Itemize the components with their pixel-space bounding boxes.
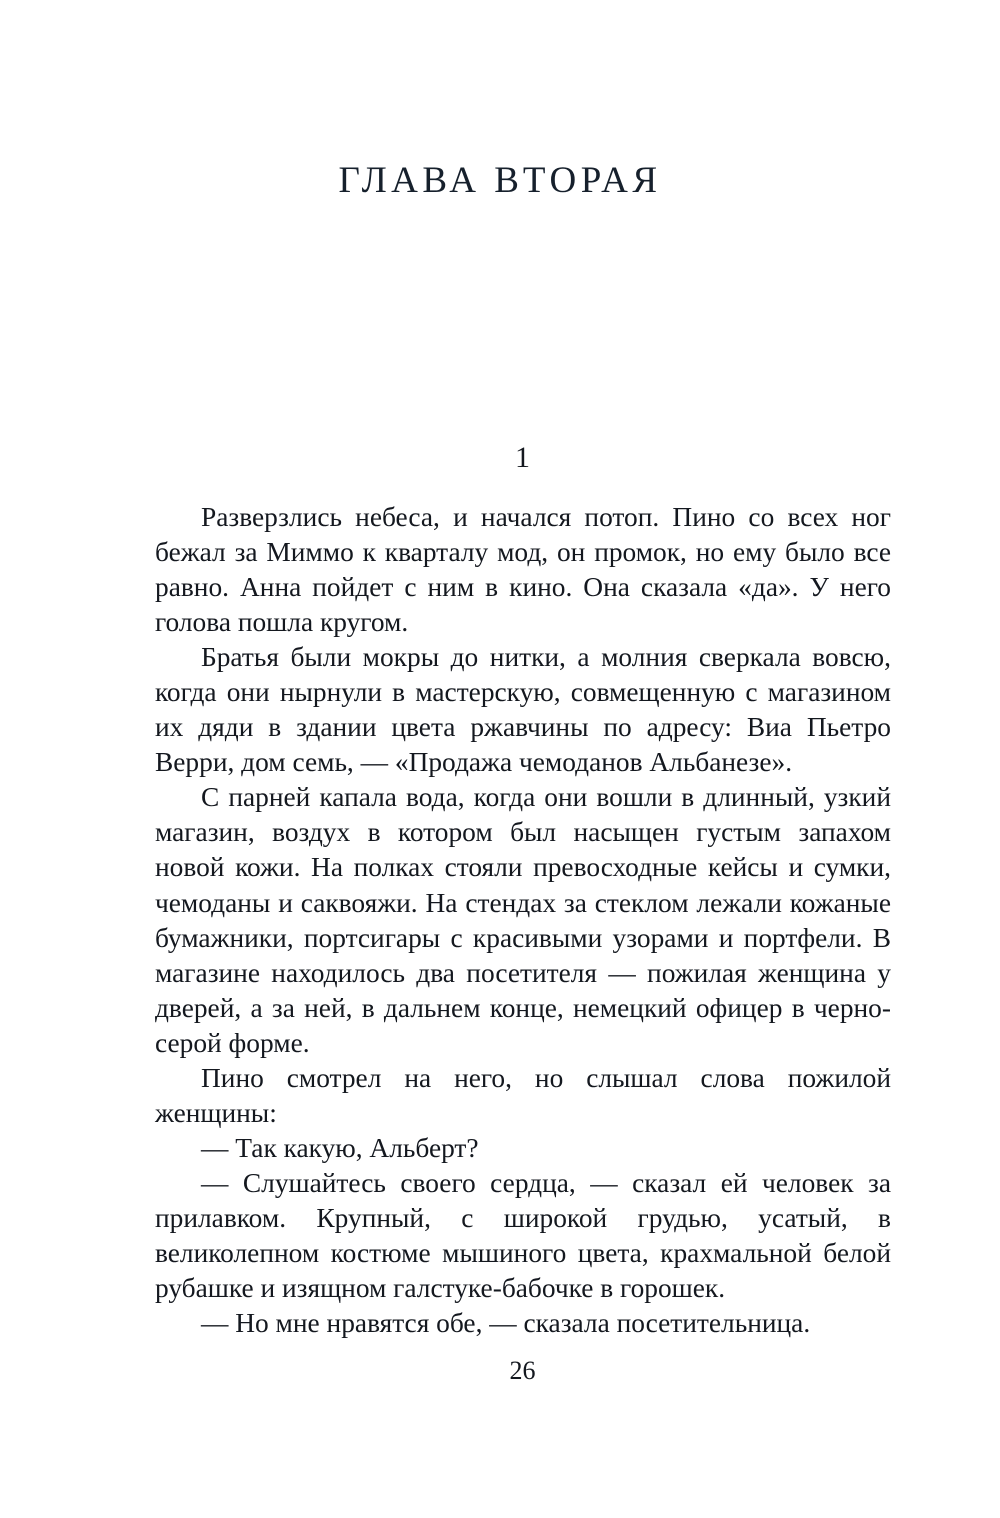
section-number: 1 <box>515 441 530 474</box>
paragraph: Разверзлись небеса, и начался потоп. Пино со всех ног бежал за Миммо к кварталу мод, он промок, но ему было все равно. Анна пойдет с ним в кино. Она сказала «да». У него голова пошла кругом. <box>155 502 891 638</box>
chapter-title: ГЛАВА ВТОРАЯ <box>338 160 662 201</box>
paragraph: Братья были мокры до нитки, а молния сверкала вовсю, когда они нырнули в мастерскую, совмещенную с магазином их дяди в здании цвета ржавчины по адресу: Виа Пьетро Верри, дом семь, — «Продажа чемоданов Альбанезе». <box>155 642 891 778</box>
paragraph: С парней капала вода, когда они вошли в длинный, узкий магазин, воздух в котором был насыщен густым запахом новой кожи. На полках стояли превосходные кейсы и сумки, чемоданы и саквояжи. На стендах за стеклом лежали кожаные бумажники, портсигары с красивыми узорами и портфели. В магазине находилось два посетителя — пожилая женщина у дверей, а за ней, в дальнем конце, немецкий офицер в черно-серой форме. <box>155 782 891 1058</box>
dialogue-line: — Так какую, Альберт? <box>201 1132 479 1163</box>
dialogue-line: — Но мне нравятся обе, — сказала посетительница. <box>201 1308 811 1339</box>
paragraph: — Слушайтесь своего сердца, — сказал ей человек за прилавком. Крупный, с широкой грудью, усатый, в великолепном костюме мышиного цвета, крахмальной белой рубашке и изящном галстуке-бабочке в горошек. <box>155 1167 891 1304</box>
page-number: 26 <box>509 1356 536 1385</box>
paragraph: Пино смотрел на него, но слышал слова пожилой женщины: <box>155 1062 891 1128</box>
body-text <box>155 500 891 1341</box>
